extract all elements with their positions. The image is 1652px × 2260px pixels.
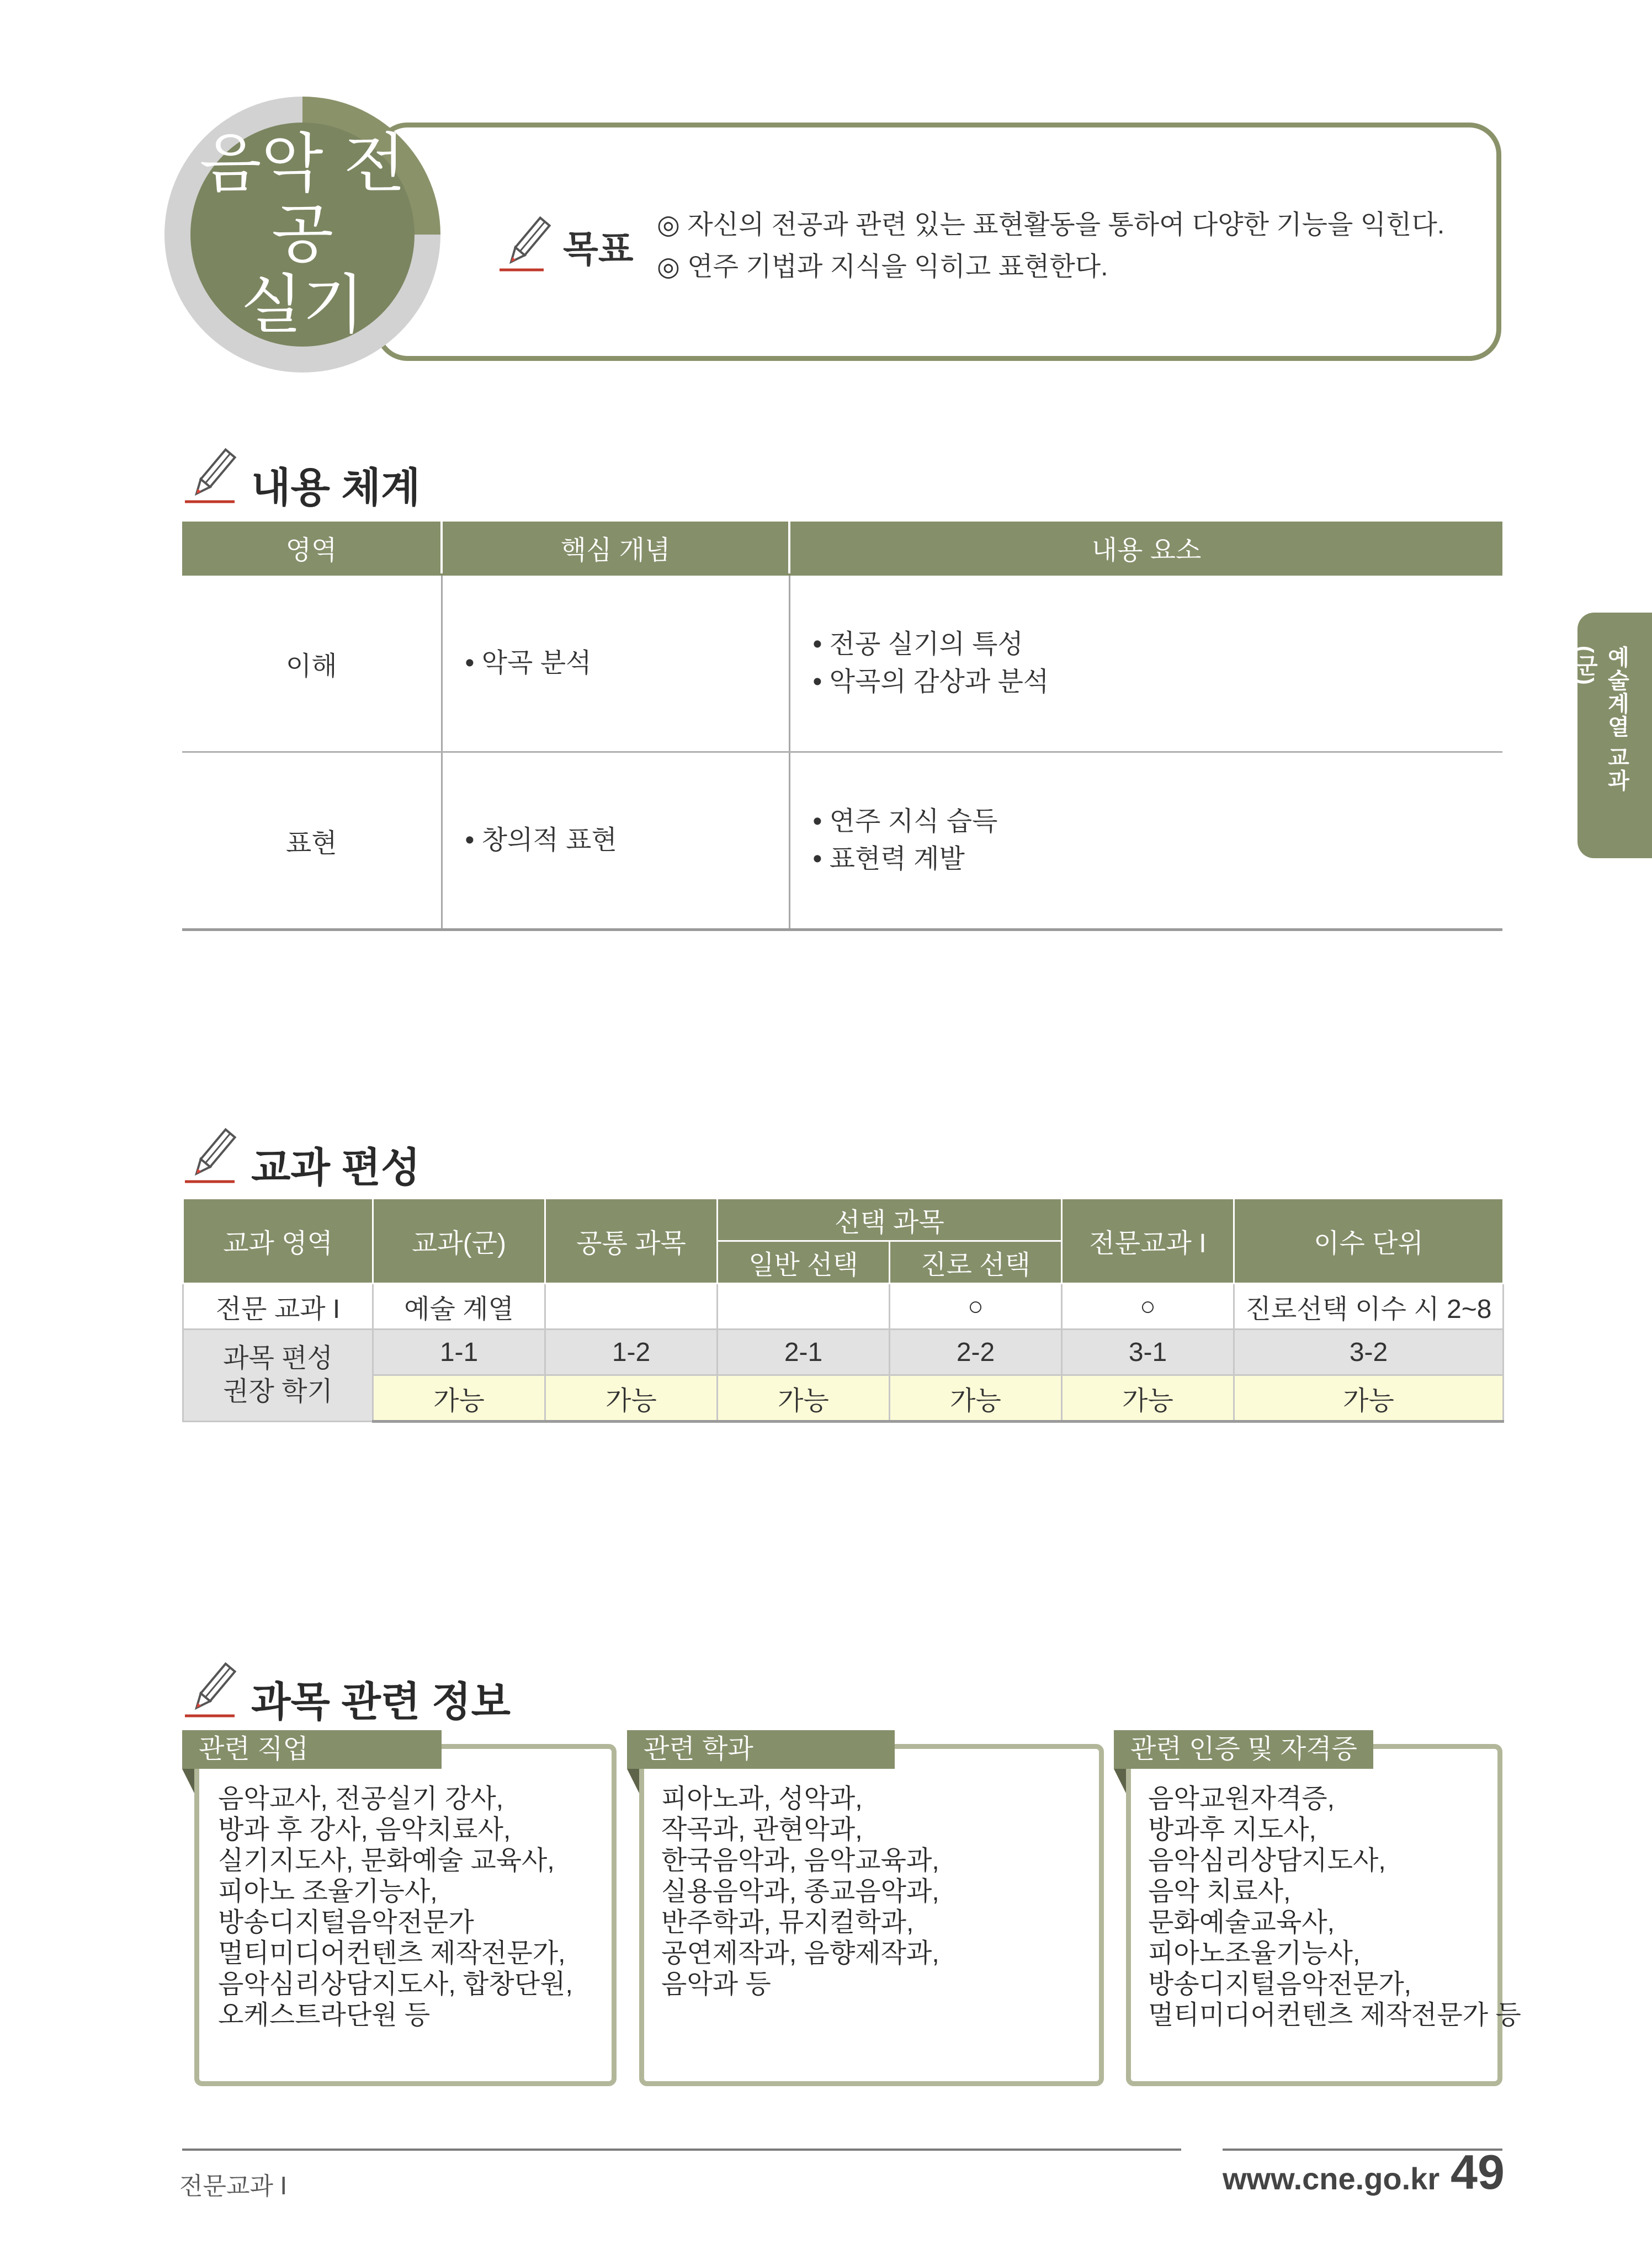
footer-section-label: 전문교과 Ⅰ <box>179 2173 288 2200</box>
col-header-units: 이수 단위 <box>1234 1199 1504 1284</box>
element-item: • 전공 실기의 특성 <box>812 630 1023 659</box>
section-title-related: 과목 관련 정보 <box>251 1679 511 1725</box>
cell-elements <box>789 575 1502 752</box>
title-circle <box>190 123 415 347</box>
col-header-area: 교과 영역 <box>183 1199 373 1284</box>
page-number: 49 <box>1451 2145 1505 2199</box>
cell-area: 표현 <box>182 752 442 930</box>
goal-label: 목표 <box>563 228 634 269</box>
semester-cell: 3-1 <box>1062 1330 1234 1375</box>
element-item: • 악곡의 감상과 분석 <box>812 667 1049 696</box>
col-header-career: 진로 선택 <box>890 1241 1062 1284</box>
info-text-jobs: 음악교사, 전공실기 강사, 방과 후 강사, 음악치료사, 실기지도사, 문화예술 교육사, 피아노 조율기능사, 방송디지털음악전문가 멀티미디어컨텐츠 제작전문가, 음악심리상담지도사, 합창단원, 오케스트라단원 등 <box>218 1784 573 2030</box>
cell: ○ <box>1062 1284 1234 1330</box>
col-header-common: 공통 과목 <box>545 1199 718 1284</box>
availability-cell: 가능 <box>1062 1375 1234 1422</box>
cell: 예술 계열 <box>373 1284 545 1330</box>
col-header-concept: 핵심 개념 <box>442 522 789 575</box>
cell <box>718 1284 890 1330</box>
page-title-line2: 실기 <box>240 268 365 342</box>
pencil-icon <box>182 444 243 505</box>
pencil-icon <box>497 212 557 273</box>
table-row <box>182 575 1502 752</box>
recommend-label-line2: 권장 학기 <box>223 1377 333 1406</box>
semester-cell: 2-2 <box>890 1330 1062 1375</box>
element-item: • 표현력 계발 <box>812 844 965 874</box>
element-item: • 연주 지식 습득 <box>812 807 998 836</box>
info-text-departments: 피아노과, 성악과, 작곡과, 관현악과, 한국음악과, 음악교육과, 실용음악과, 종교음악과, 반주학과, 뮤지컬학과, 공연제작과, 음향제작과, 음악과 등 <box>661 1784 939 1999</box>
availability-cell: 가능 <box>545 1375 718 1422</box>
col-header-special: 전문교과 I <box>1062 1199 1234 1284</box>
col-header-elective: 선택 과목 <box>718 1199 1062 1241</box>
goal-item: ◎ 연주 기법과 지식을 익히고 표현한다. <box>657 252 1108 281</box>
availability-cell: 가능 <box>1234 1375 1504 1422</box>
section-title-content: 내용 체계 <box>251 465 421 511</box>
cell: ○ <box>890 1284 1062 1330</box>
availability-cell: 가능 <box>718 1375 890 1422</box>
curriculum-table <box>182 1198 1504 1423</box>
info-tab-departments: 관련 학과 <box>627 1730 895 1769</box>
recommend-label-line1: 과목 편성 <box>223 1344 333 1373</box>
col-header-area: 영역 <box>182 522 442 575</box>
table-header-row <box>182 522 1502 575</box>
availability-cell: 가능 <box>890 1375 1062 1422</box>
info-text-certificates: 음악교원자격증, 방과후 지도사, 음악심리상담지도사, 음악 치료사, 문화예술교육사, 피아노조율기능사, 방송디지털음악전문가, 멀티미디어컨텐츠 제작전문가 등 <box>1148 1784 1521 2030</box>
cell-concept <box>442 575 789 752</box>
concept-text: • 창의적 표현 <box>465 826 617 855</box>
cell: 전문 교과 I <box>183 1284 373 1330</box>
table-row <box>183 1330 1504 1375</box>
cell-elements <box>789 752 1502 930</box>
table-row <box>183 1284 1504 1330</box>
semester-cell: 1-1 <box>373 1330 545 1375</box>
semester-cell: 2-1 <box>718 1330 890 1375</box>
info-tab-jobs: 관련 직업 <box>182 1730 442 1769</box>
table-row <box>183 1375 1504 1422</box>
cell-concept <box>442 752 789 930</box>
side-tab <box>1573 613 1652 858</box>
page-title-line1: 음악 전공 <box>199 126 406 272</box>
cell <box>545 1284 718 1330</box>
goal-list <box>657 204 1444 288</box>
table-header-row <box>183 1199 1504 1241</box>
pencil-icon <box>182 1658 243 1719</box>
cell-area: 이해 <box>182 575 442 752</box>
cell: 진로선택 이수 시 2~8 <box>1234 1284 1504 1330</box>
availability-cell: 가능 <box>373 1375 545 1422</box>
goal-item: ◎ 자신의 전공과 관련 있는 표현활동을 통하여 다양한 기능을 익힌다. <box>657 210 1445 240</box>
semester-cell: 3-2 <box>1234 1330 1504 1375</box>
col-header-general: 일반 선택 <box>718 1241 890 1284</box>
tab-fold <box>627 1769 639 1793</box>
content-system-table <box>182 522 1502 931</box>
col-header-elements: 내용 요소 <box>789 522 1502 575</box>
section-title-curriculum: 교과 편성 <box>251 1145 421 1190</box>
semester-cell: 1-2 <box>545 1330 718 1375</box>
side-tab-label: 예술계열 교과(군) <box>1573 646 1629 793</box>
table-row <box>182 752 1502 930</box>
tab-fold <box>182 1769 194 1793</box>
concept-text: • 악곡 분석 <box>465 648 592 678</box>
footer-divider <box>182 2149 1181 2151</box>
col-header-group: 교과(군) <box>373 1199 545 1284</box>
footer-url[interactable]: www.cne.go.kr <box>1223 2161 1440 2196</box>
pencil-icon <box>182 1124 243 1185</box>
recommend-label <box>183 1330 373 1422</box>
info-tab-certificates: 관련 인증 및 자격증 <box>1114 1730 1373 1769</box>
tab-fold <box>1114 1769 1126 1793</box>
